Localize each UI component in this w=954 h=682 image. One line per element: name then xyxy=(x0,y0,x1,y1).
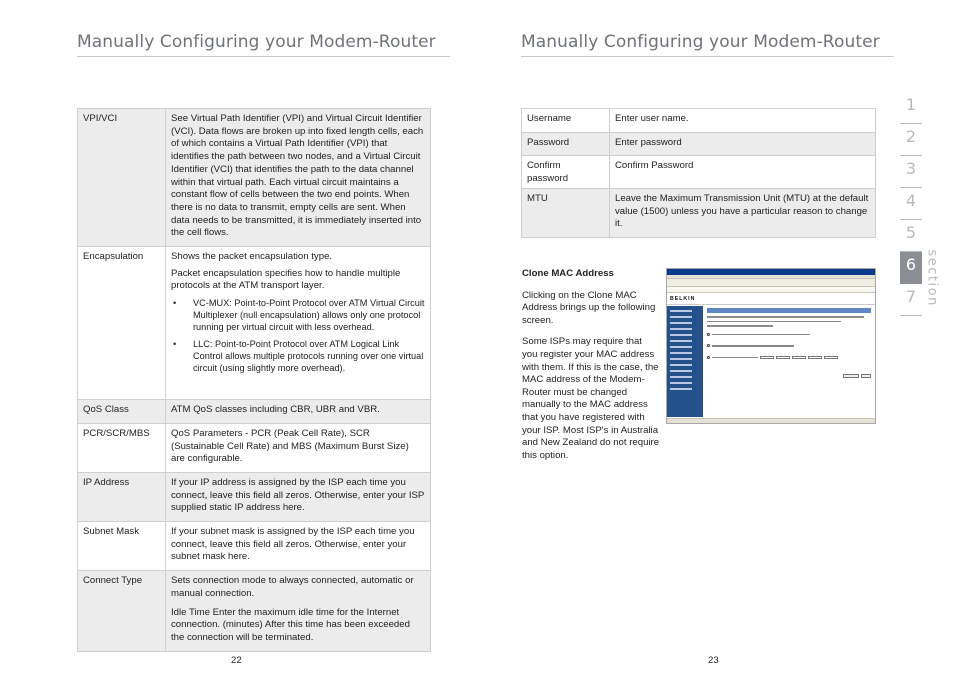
section-nav-item-6[interactable]: 6 xyxy=(900,252,922,284)
table-row xyxy=(78,571,431,652)
screenshot-statusbar xyxy=(667,418,875,423)
clone-mac-section xyxy=(522,268,660,471)
description-text: Confirm Password xyxy=(615,160,694,172)
left-settings-table xyxy=(77,108,431,652)
section-nav-item-1[interactable]: 1 xyxy=(900,92,922,124)
description-text: Enter password xyxy=(615,136,682,148)
table-row xyxy=(522,188,876,237)
section-nav-item-5[interactable]: 5 xyxy=(900,220,922,252)
bullet-item: • VC-MUX: Point-to-Point Protocol over ATM Virtual Circuit Multiplexer (null encapsulation) allows only one protocol running per virtual circuit with less overhead. xyxy=(171,297,425,333)
description-text: Shows the packet encapsulation type. xyxy=(171,251,333,263)
table-row xyxy=(78,423,431,472)
description-text: If your IP address is assigned by the ISP each time you connect, leave this field all zeros. Otherwise, enter your ISP supplied static IP address here. xyxy=(171,476,425,514)
setting-description xyxy=(610,156,876,188)
description-text: Idle Time Enter the maximum idle time for the Internet connection. (minutes) After this time has been exceeded the connection will be terminated. xyxy=(171,606,410,643)
bullet-item: • LLC: Point-to-Point Protocol over ATM Logical Link Control allows multiple protocols running over one virtual circuit (using slightly more overhead). xyxy=(171,338,425,374)
screenshot-content xyxy=(707,308,871,415)
table-row xyxy=(522,109,876,133)
table-row xyxy=(522,156,876,188)
clone-mac-paragraph-1: Clicking on the Clone MAC Address brings up the following screen. xyxy=(522,289,656,326)
setting-label: Username xyxy=(522,109,610,133)
table-row xyxy=(78,400,431,424)
section-navigation xyxy=(900,92,922,316)
setting-description xyxy=(610,188,876,237)
right-page-title: Manually Configuring your Modem-Router xyxy=(521,32,880,52)
description-text: See Virtual Path Identifier (VPI) and Virtual Circuit Identifier (VCI). Data flows are broken up into fixed length cells, each of which contains a Virtual Path Identifier (VPI) that identifies the path between two nodes, and a Virtual Circuit Identifier (VCI) that identifies the path to the data channel within that virtual path. Each virtual circuit maintains a constant flow of cells between the two end points. When there is no data to transmit, empty cells are sent. When data needs to be transmitted, it is immediately inserted into the cell flows. xyxy=(171,113,424,239)
setting-label: MTU xyxy=(522,188,610,237)
description-text: Sets connection mode to always connected, automatic or manual connection. xyxy=(171,575,414,599)
description-text: If your subnet mask is assigned by the ISP each time you connect, leave this field all zeros. Otherwise, enter your subnet mask here. xyxy=(171,526,415,563)
setting-description xyxy=(166,247,431,400)
right-title-rule xyxy=(521,56,894,57)
table-row xyxy=(522,132,876,156)
table-row xyxy=(78,522,431,571)
section-nav-item-7[interactable]: 7 xyxy=(900,284,922,316)
setting-description xyxy=(610,132,876,156)
setting-label: Confirm password xyxy=(522,156,610,188)
clone-mac-heading: Clone MAC Address xyxy=(522,268,614,279)
right-settings-table xyxy=(521,108,876,238)
setting-description xyxy=(166,400,431,424)
setting-label: Connect Type xyxy=(78,571,166,652)
table-row xyxy=(78,109,431,247)
table-row xyxy=(78,247,431,400)
setting-description xyxy=(166,522,431,571)
bullet-list xyxy=(171,297,425,374)
left-page-title: Manually Configuring your Modem-Router xyxy=(77,32,436,52)
section-nav-item-3[interactable]: 3 xyxy=(900,156,922,188)
setting-label: Subnet Mask xyxy=(78,522,166,571)
screenshot-brand-logo: BELKIN xyxy=(667,293,875,305)
section-nav-item-4[interactable]: 4 xyxy=(900,188,922,220)
screenshot-toolbar xyxy=(667,279,875,287)
clone-mac-paragraph-2: Some ISPs may require that you register your MAC address with them. If this is the case, the MAC address of the Modem-Router must be changed manually to the MAC address that you have registered with your ISP. Most ISP's in Australia and New Zealand do not require this option. xyxy=(522,336,660,461)
setting-description xyxy=(166,472,431,521)
left-title-rule xyxy=(77,56,450,57)
description-text: QoS Parameters - PCR (Peak Cell Rate), SCR (Sustainable Cell Rate) and MBS (Maximum Burst Size) are configurable. xyxy=(171,427,409,465)
section-nav-item-2[interactable]: 2 xyxy=(900,124,922,156)
section-label: section xyxy=(924,249,940,307)
description-text: Packet encapsulation specifies how to handle multiple protocols at the ATM transport layer. xyxy=(171,267,401,292)
setting-label: Encapsulation xyxy=(78,247,166,400)
setting-label: IP Address xyxy=(78,472,166,521)
screenshot-nav-menu xyxy=(667,306,703,417)
setting-description xyxy=(166,109,431,247)
description-text: Enter user name. xyxy=(615,113,689,124)
table-row xyxy=(78,472,431,521)
setting-label: PCR/SCR/MBS xyxy=(78,423,166,472)
left-page-number: 22 xyxy=(231,655,242,666)
setting-label: Password xyxy=(522,132,610,156)
setting-label: VPI/VCI xyxy=(78,109,166,247)
clone-mac-screenshot xyxy=(666,268,876,424)
setting-description xyxy=(166,423,431,472)
description-text: Leave the Maximum Transmission Unit (MTU) at the default value (1500) unless you have a particular reason to change it. xyxy=(615,192,869,230)
setting-description xyxy=(610,109,876,133)
setting-label: QoS Class xyxy=(78,400,166,424)
description-text: ATM QoS classes including CBR, UBR and VBR. xyxy=(171,404,380,416)
right-page-number: 23 xyxy=(708,655,719,666)
setting-description xyxy=(166,571,431,652)
